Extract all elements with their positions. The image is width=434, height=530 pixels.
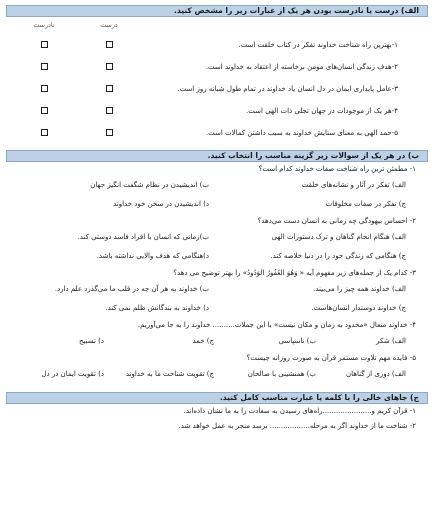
option-a[interactable]: الف) شکر <box>376 337 406 346</box>
false-checkbox[interactable] <box>41 129 48 136</box>
true-false-row <box>6 100 428 122</box>
section-c-header <box>6 392 428 404</box>
statement-text: ۱-بهترین راه شناخت خداوند تفکر در کتاب خلقت است. <box>238 40 398 49</box>
question-text: ۳- کدام یک از جمله‌های زیر مفهوم آیه « وَهُوَ الغَفُورُ الوَدُودُ» را بهتر توضیح می دهد؟ <box>173 268 416 277</box>
section-b-header <box>6 150 428 162</box>
true-false-row <box>6 78 428 100</box>
option-b[interactable]: ب) اندیشیدن در نظام شگفت انگیز جهان <box>90 181 209 190</box>
true-false-row <box>6 34 428 56</box>
option-c[interactable]: ج) هنگامی که زندگی خود را در دنیا خلاصه کند. <box>270 252 406 261</box>
option-d[interactable]: د) خداوند به بندگانش ظلم نمی کند. <box>105 304 209 313</box>
false-checkbox[interactable] <box>41 85 48 92</box>
fill-blank-item: ۲- شناخت ما از خداوند اگر به مرحله.................. برسد منجر به عمل خواهد شد. <box>178 422 416 431</box>
options-row <box>6 280 428 299</box>
option-a[interactable]: الف) هنگام انجام گناهان و ترک دستورات الهی <box>271 233 406 242</box>
statement-text: ۵-حمد الهی به معنای ستایش خداوند به سبب داشتن کمالات است. <box>205 128 398 137</box>
true-checkbox[interactable] <box>106 107 113 114</box>
true-checkbox[interactable] <box>106 63 113 70</box>
option-a[interactable]: الف) تفکر در آثار و نشانه‌های خلقت <box>301 181 406 190</box>
section-c-title: ج) جاهای خالی را با کلمه یا عبارت مناسب کامل کنید. <box>219 393 419 403</box>
option-b[interactable]: ب) خداوند به هر آن چه در قلب ما می‌گذرد علم دارد. <box>54 285 209 294</box>
option-a[interactable]: الف) دوری از گناهان <box>346 370 406 379</box>
options-row <box>6 365 428 384</box>
section-b-title: ب) در هر یک از سوالات زیر گزینه مناسب را انتخاب کنید. <box>207 151 419 161</box>
true-false-row <box>6 56 428 78</box>
section-c <box>6 392 428 434</box>
question-text: ۴- خداوند متعال «محدود به زمان و مکان نیست» با این جملات.......... خداوند را به جا می‌آوریم. <box>137 320 416 329</box>
option-d[interactable]: د) تقویت ایمان در دل <box>41 370 104 379</box>
options-row <box>6 332 428 351</box>
option-b[interactable]: ب) همنشینی با صالحان <box>247 370 316 379</box>
true-checkbox[interactable] <box>106 85 113 92</box>
true-false-row <box>6 122 428 144</box>
options-row <box>6 195 428 214</box>
question-text: ۵- فایده مهم تلاوت مستمر قرآن به صورت روزانه چیست؟ <box>246 353 416 362</box>
section-b <box>6 150 428 384</box>
option-d[interactable]: د) اندیشیدن در سخن خود خداوند <box>113 200 209 209</box>
false-checkbox[interactable] <box>41 63 48 70</box>
option-c[interactable]: ج) خداوند دوستدار انسان‌هاست. <box>311 304 406 313</box>
statement-text: ۲-هدف زندگی انسان‌های مومن برخاسته از اعتقاد به خداوند است. <box>205 62 398 71</box>
option-c[interactable]: ج) تفکر در صفات مخلوقات <box>325 200 406 209</box>
option-b[interactable]: ب) ناسپاسی <box>278 337 316 346</box>
option-c[interactable]: ج) حمد <box>192 337 214 346</box>
option-a[interactable]: الف) خداوند همه چیز را می‌بیند. <box>313 285 406 294</box>
statement-text: ۳-عامل پایداری ایمان در دل انسان یاد خداوند در تمام طول شبانه روز است. <box>177 84 398 93</box>
option-d[interactable]: د)هنگامی که هدف والایی نداشته باشد. <box>96 252 209 261</box>
section-a-header <box>6 5 428 17</box>
section-a-title: الف) درست یا نادرست بودن هر یک از عبارات زیر را مشخص کنید. <box>173 6 419 16</box>
options-row <box>6 247 428 266</box>
fill-blank-item: ۱- قرآن کریم و......................راه‌های رسیدن به سعادت را به ما نشان داده‌اند. <box>183 407 416 416</box>
options-row <box>6 228 428 247</box>
question-text: ۱- مطمئن ترین راه شناخت صفات خداوند کدام است؟ <box>258 164 416 173</box>
question-text: ۲- احساس بیهودگی چه زمانی به انسان دست می‌دهد؟ <box>257 216 416 225</box>
worksheet-page <box>6 5 428 434</box>
option-c[interactable]: ج) تقویت شناخت ما به خداوند <box>125 370 214 379</box>
column-true-label: درست <box>100 20 118 29</box>
option-b[interactable]: ب)زمانی که انسان با افراد فاسد دوستی کند. <box>77 233 209 242</box>
option-d[interactable]: د) تسبیح <box>78 337 104 346</box>
true-false-header-row <box>6 17 428 34</box>
true-checkbox[interactable] <box>106 41 113 48</box>
false-checkbox[interactable] <box>41 41 48 48</box>
options-row <box>6 176 428 195</box>
options-row <box>6 299 428 318</box>
true-checkbox[interactable] <box>106 129 113 136</box>
column-false-label: نادرست <box>33 20 55 29</box>
true-false-table <box>6 17 428 144</box>
false-checkbox[interactable] <box>41 107 48 114</box>
statement-text: ۴-هر یک از موجودات در جهان تجلی ذات الهی است. <box>245 106 398 115</box>
